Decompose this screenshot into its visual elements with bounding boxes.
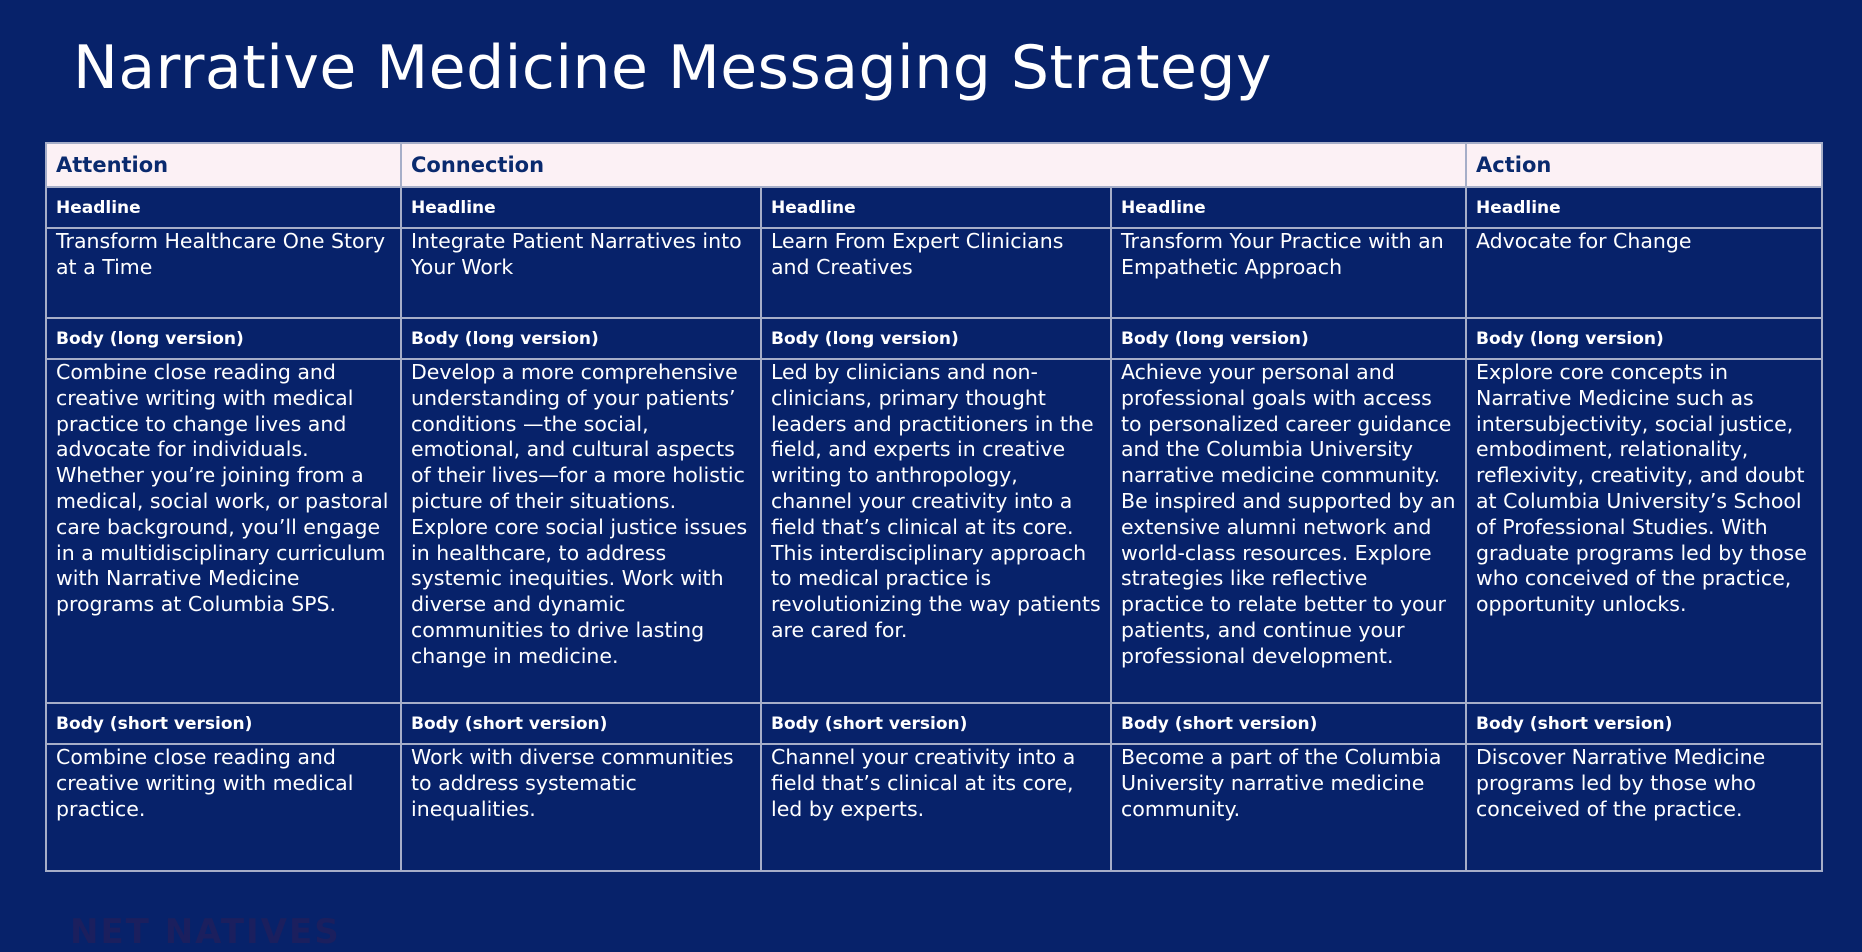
- row-label: Body (long version): [401, 318, 761, 359]
- body-short-row: [46, 744, 1822, 871]
- headline-row: [46, 228, 1822, 318]
- phase-connection: Connection: [401, 143, 1466, 187]
- headline-cell: Advocate for Change: [1466, 228, 1822, 318]
- body-long-row: [46, 359, 1822, 703]
- row-label: Body (short version): [1466, 703, 1822, 744]
- body-short-cell: Work with diverse communities to address systematic inequalities.: [401, 744, 761, 871]
- headline-cell: Transform Healthcare One Story at a Time: [46, 228, 401, 318]
- row-label: Headline: [761, 187, 1111, 228]
- phase-header-row: [46, 143, 1822, 187]
- row-label: Body (long version): [1111, 318, 1466, 359]
- page-title: Narrative Medicine Messaging Strategy: [73, 33, 1272, 103]
- body-short-cell: Discover Narrative Medicine programs led by those who conceived of the practice.: [1466, 744, 1822, 871]
- headline-cell: Integrate Patient Narratives into Your Work: [401, 228, 761, 318]
- body-short-cell: Combine close reading and creative writing with medical practice.: [46, 744, 401, 871]
- body-long-cell: Led by clinicians and non-clinicians, primary thought leaders and practitioners in the field, and experts in creative writing to anthropology, channel your creativity into a field that’s clinical at its core. This interdisciplinary approach to medical practice is revolutionizing the way patients are cared for.: [761, 359, 1111, 703]
- headline-cell: Learn From Expert Clinicians and Creatives: [761, 228, 1111, 318]
- body-long-cell: Achieve your personal and professional goals with access to personalized career guidance and the Columbia University narrative medicine community. Be inspired and supported by an extensive alumni network and world-class resources. Explore strategies like reflective practice to relate better to your patients, and continue your professional development.: [1111, 359, 1466, 703]
- row-label: Body (short version): [1111, 703, 1466, 744]
- row-label: Headline: [1466, 187, 1822, 228]
- body-long-cell: Combine close reading and creative writing with medical practice to change lives and advocate for individuals. Whether you’re joining from a medical, social work, or pastoral care background, you’ll engage in a multidisciplinary curriculum with Narrative Medicine programs at Columbia SPS.: [46, 359, 401, 703]
- body-long-label-row: [46, 318, 1822, 359]
- phase-attention: Attention: [46, 143, 401, 187]
- body-long-cell: Explore core concepts in Narrative Medicine such as intersubjectivity, social justice, embodiment, relationality, reflexivity, creativity, and doubt at Columbia University’s School of Professional Studies. With graduate programs led by those who conceived of the practice, opportunity unlocks.: [1466, 359, 1822, 703]
- row-label: Body (long version): [761, 318, 1111, 359]
- headline-label-row: [46, 187, 1822, 228]
- body-long-cell: Develop a more comprehensive understanding of your patients’ conditions —the social, emotional, and cultural aspects of their lives—for a more holistic picture of their situations. Explore core social justice issues in healthcare, to address systemic inequities. Work with diverse and dynamic communities to drive lasting change in medicine.: [401, 359, 761, 703]
- body-short-cell: Become a part of the Columbia University narrative medicine community.: [1111, 744, 1466, 871]
- phase-action: Action: [1466, 143, 1822, 187]
- row-label: Body (short version): [46, 703, 401, 744]
- row-label: Body (short version): [401, 703, 761, 744]
- row-label: Headline: [46, 187, 401, 228]
- messaging-strategy-table: [45, 142, 1823, 872]
- row-label: Headline: [401, 187, 761, 228]
- row-label: Body (short version): [761, 703, 1111, 744]
- headline-cell: Transform Your Practice with an Empathetic Approach: [1111, 228, 1466, 318]
- row-label: Body (long version): [1466, 318, 1822, 359]
- body-short-cell: Channel your creativity into a field that’s clinical at its core, led by experts.: [761, 744, 1111, 871]
- row-label: Headline: [1111, 187, 1466, 228]
- body-short-label-row: [46, 703, 1822, 744]
- row-label: Body (long version): [46, 318, 401, 359]
- footer-logo: NET NATIVES: [70, 912, 341, 952]
